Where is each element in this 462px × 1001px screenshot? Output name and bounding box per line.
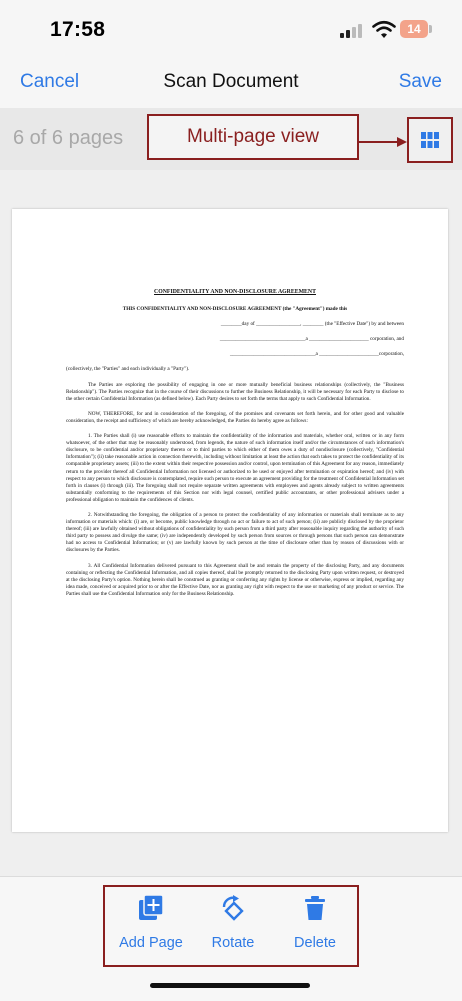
add-page-label: Add Page: [119, 935, 183, 951]
add-page-button[interactable]: [111, 895, 191, 951]
battery-cap: [429, 25, 432, 33]
actions-highlight-box: [103, 885, 359, 967]
rotate-button[interactable]: [193, 895, 273, 951]
callout-arrow: [359, 136, 407, 148]
multi-page-view-button[interactable]: [407, 117, 453, 163]
status-time: 17:58: [50, 18, 106, 41]
document-paragraph: NOW, THEREFORE, for and in consideration of the foregoing, of the promises and covenants set forth herein, and for other good and valuable consideration, the receipt and sufficiency of which are hereby acknowledged, the Parties do hereby agree as follows:: [66, 410, 404, 424]
callout-box: [147, 114, 359, 160]
bottom-toolbar: [0, 876, 462, 1001]
document-collective: (collectively, the "Parties" and each individually a "Party").: [66, 366, 190, 373]
document-viewer[interactable]: [0, 170, 462, 876]
document-intro: THIS CONFIDENTIALITY AND NON-DISCLOSURE AGREEMENT (the "Agreement") made this: [122, 306, 348, 313]
document-date-line: ________day of _________________, ________ (the "Effective Date") by and between: [220, 321, 404, 328]
page-title: Scan Document: [163, 71, 299, 92]
page-count: 6 of 6 pages: [13, 127, 124, 149]
scanned-page[interactable]: [12, 209, 448, 832]
document-paragraph: The Parties are exploring the possibility of engaging in one or more mutually beneficial business relationships (collectively, the "Business Relationship"). The Parties recognize that in the course of their discussions to further the Business Relationship, it will be necessary for each Party to disclose to the other certain Confidential Information (as defined below). Each Party desires to set forth the terms that apply to such Confidential Information.: [66, 381, 404, 402]
save-button[interactable]: Save: [398, 71, 442, 92]
home-indicator[interactable]: [150, 983, 310, 988]
page-toolbar: [0, 108, 462, 170]
nav-bar: [0, 62, 462, 108]
document-paragraph: 3. All Confidential Information delivered pursuant to this Agreement shall be and remain the property of the disclosing Party, and any documents containing or reflecting the Confidential Information, and all copies thereof, shall be promptly returned to the disclosing Party upon written request, or destroyed at the disclosing Party's option. Nothing herein shall be construed as granting or conferring any rights by license or otherwise, express or implied, regarding any idea made, conceived or acquired prior to or after the Effective Date, nor as granting any right with respect to the use or marketing of any product or service. The Parties shall use the Confidential Information only for the Business Relationship.: [66, 562, 404, 597]
battery-icon: [400, 20, 428, 38]
delete-label: Delete: [294, 935, 336, 951]
wifi-icon: [371, 20, 397, 40]
grid-icon: [421, 132, 439, 148]
document-paragraph: 2. Notwithstanding the foregoing, the obligation of a person to protect the confidentiality of any information or materials shall terminate as to any information or materials which: (i) are, or become, public knowledge through no act or failure to act of such person; (ii) are publicly disclosed by the proprietor thereof; (iii) are lawfully obtained without obligations of confidentiality by such person from a third party after reasonable inquiry regarding the authority of such third party to possess and divulge the same; (iv) are independently developed by such person from sources or through persons that such person can demonstrate had no access to Confidential Information; or (v) are lawfully known by such person at the time of disclosure other than by reason of discussions with or disclosures by the Parties.: [66, 511, 404, 554]
add-page-icon: [139, 895, 163, 921]
cancel-button[interactable]: Cancel: [20, 71, 80, 92]
delete-button[interactable]: [275, 895, 355, 951]
document-title: CONFIDENTIALITY AND NON-DISCLOSURE AGREEMENT: [154, 289, 316, 295]
callout-label: Multi-page view: [187, 126, 319, 147]
delete-icon: [303, 895, 327, 921]
signal-icon: [340, 22, 364, 38]
document-paragraph: 1. The Parties shall (i) use reasonable efforts to maintain the confidentiality of the information and materials, whether oral, written or in any form whatsoever, of the other that may be reasonably understood, from legends, the nature of such information itself and/or the circumstances of such information's disclosure, to be confidential and/or proprietary thereto or to third parties to which either of them owes a duty of nondisclosure (collectively, "Confidential Information"); (ii) take reasonable action in connection therewith, including without limitation at least the action that each takes to protect the confidentiality of its comparable proprietary assets; (iii) to the extent within their respective possession and/or control, upon termination of this Agreement for any reason, immediately return to the provider thereof all Confidential Information not licensed or authorized to be used or enjoyed after termination or expiration hereof; and (iv) with respect to any person to which disclosure is contemplated, require such person to execute an agreement providing for the treatment of Confidential Information set forth in clauses (i) through (iii). The foregoing shall not require separate written agreements with employees and agents already subject to written agreements substantially conforming to the requirements of this Section nor with legal counsel, certified public accountants, or other professional advisers under a professional obligation to maintain the confidences of clients.: [66, 433, 404, 503]
battery-level: 14: [407, 22, 421, 36]
rotate-icon: [221, 895, 245, 921]
document-party-line: _________________________________a _______________________corporation,: [229, 351, 404, 358]
document-party-line: _________________________________a _______________________ corporation, and: [219, 336, 404, 343]
rotate-label: Rotate: [211, 935, 255, 951]
document-content: [66, 289, 404, 606]
status-bar: [0, 0, 462, 62]
